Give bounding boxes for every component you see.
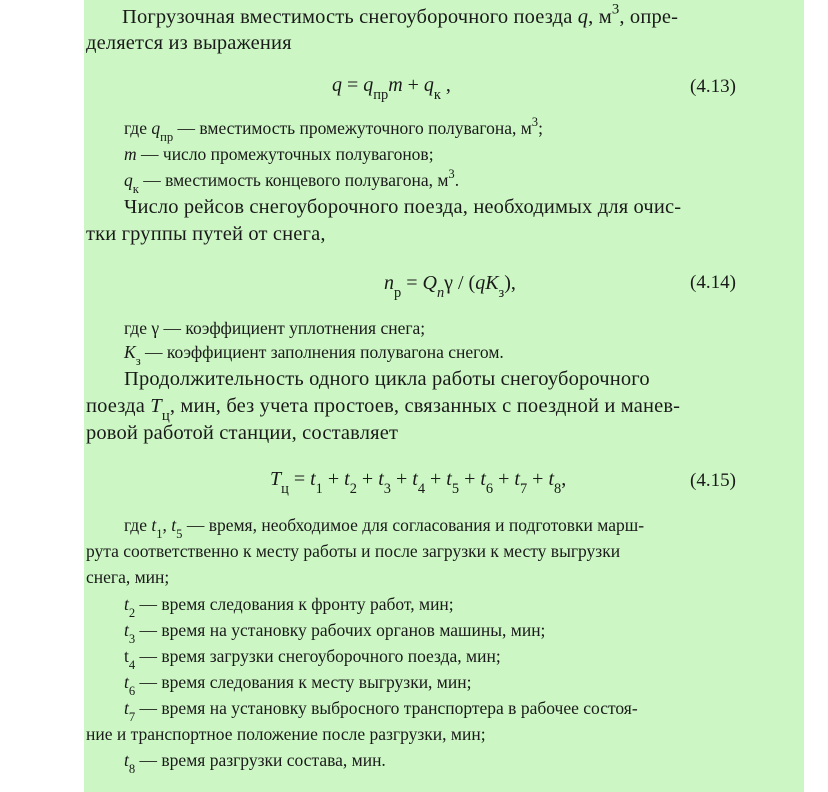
paragraph-line: ровой работой станции, составляет — [86, 422, 399, 444]
where-line: где γ — коэффициент уплотнения снега; — [124, 318, 426, 338]
where-line: $q_к$ — вместимость концевого полувагона, $м^3$. — [124, 166, 460, 196]
equation-number: (4.15) — [690, 470, 736, 491]
where-line: рута соответственно к месту работы и после загрузки к месту выгрузки — [86, 541, 621, 561]
where-line: где $t_1$, $t_5$ — время, необходимое для согласования и подготовки марш- — [124, 515, 645, 541]
where-line: $t_8$ — время разгрузки состава, мин. — [124, 750, 386, 776]
where-line: $t_6$ — время следования к месту выгрузки, мин; — [124, 672, 472, 698]
equation-4-15: $T_ц = t_1 + t_2 + t_3 + t_4 + t_5 + t_6 + t_7 + t_8$, — [270, 468, 567, 497]
where-line: m — число промежуточных полувагонов; — [124, 144, 434, 164]
paragraph-line: Погрузочная вместимость снегоуборочного поезда q, $м^3$, опре- — [122, 1, 679, 28]
paragraph-line: Продолжительность одного цикла работы снегоуборочного — [124, 368, 650, 390]
paragraph-line: поезда $T_ц$, мин, без учета простоев, связанных с поездной и манев- — [86, 395, 681, 425]
paragraph-line: тки группы путей от снега, — [86, 223, 326, 245]
where-line: где $q_{пр}$ — вместимость промежуточного полувагона, $м^3$; — [124, 114, 543, 144]
equation-number: (4.14) — [690, 272, 736, 293]
where-line: снега, мин; — [86, 567, 170, 587]
where-line: $K_з$ — коэффициент заполнения полувагона снегом. — [124, 342, 504, 368]
where-line: $t_4$ — время загрузки снегоуборочного поезда, мин; — [124, 646, 501, 672]
paragraph-line: Число рейсов снегоуборочного поезда, необходимых для очис- — [124, 196, 682, 218]
where-line: $t_7$ — время на установку выбросного транспортера в рабочее состоя- — [124, 698, 638, 724]
equation-4-14: $n_р = Q_n\gamma / (qK_з)$, — [384, 272, 516, 301]
document-page — [84, 0, 804, 792]
where-line: $t_2$ — время следования к фронту работ, мин; — [124, 594, 454, 620]
equation-number: (4.13) — [690, 76, 736, 97]
left-margin — [0, 0, 84, 792]
equation-4-13: $q = q_{пр}m + q_к$ , — [332, 74, 451, 103]
paragraph-line: деляется из выражения — [86, 32, 292, 54]
where-line: ние и транспортное положение после разгрузки, мин; — [86, 724, 486, 744]
where-line: $t_3$ — время на установку рабочих органов машины, мин; — [124, 620, 546, 646]
cropped-top-line — [214, 0, 828, 4]
